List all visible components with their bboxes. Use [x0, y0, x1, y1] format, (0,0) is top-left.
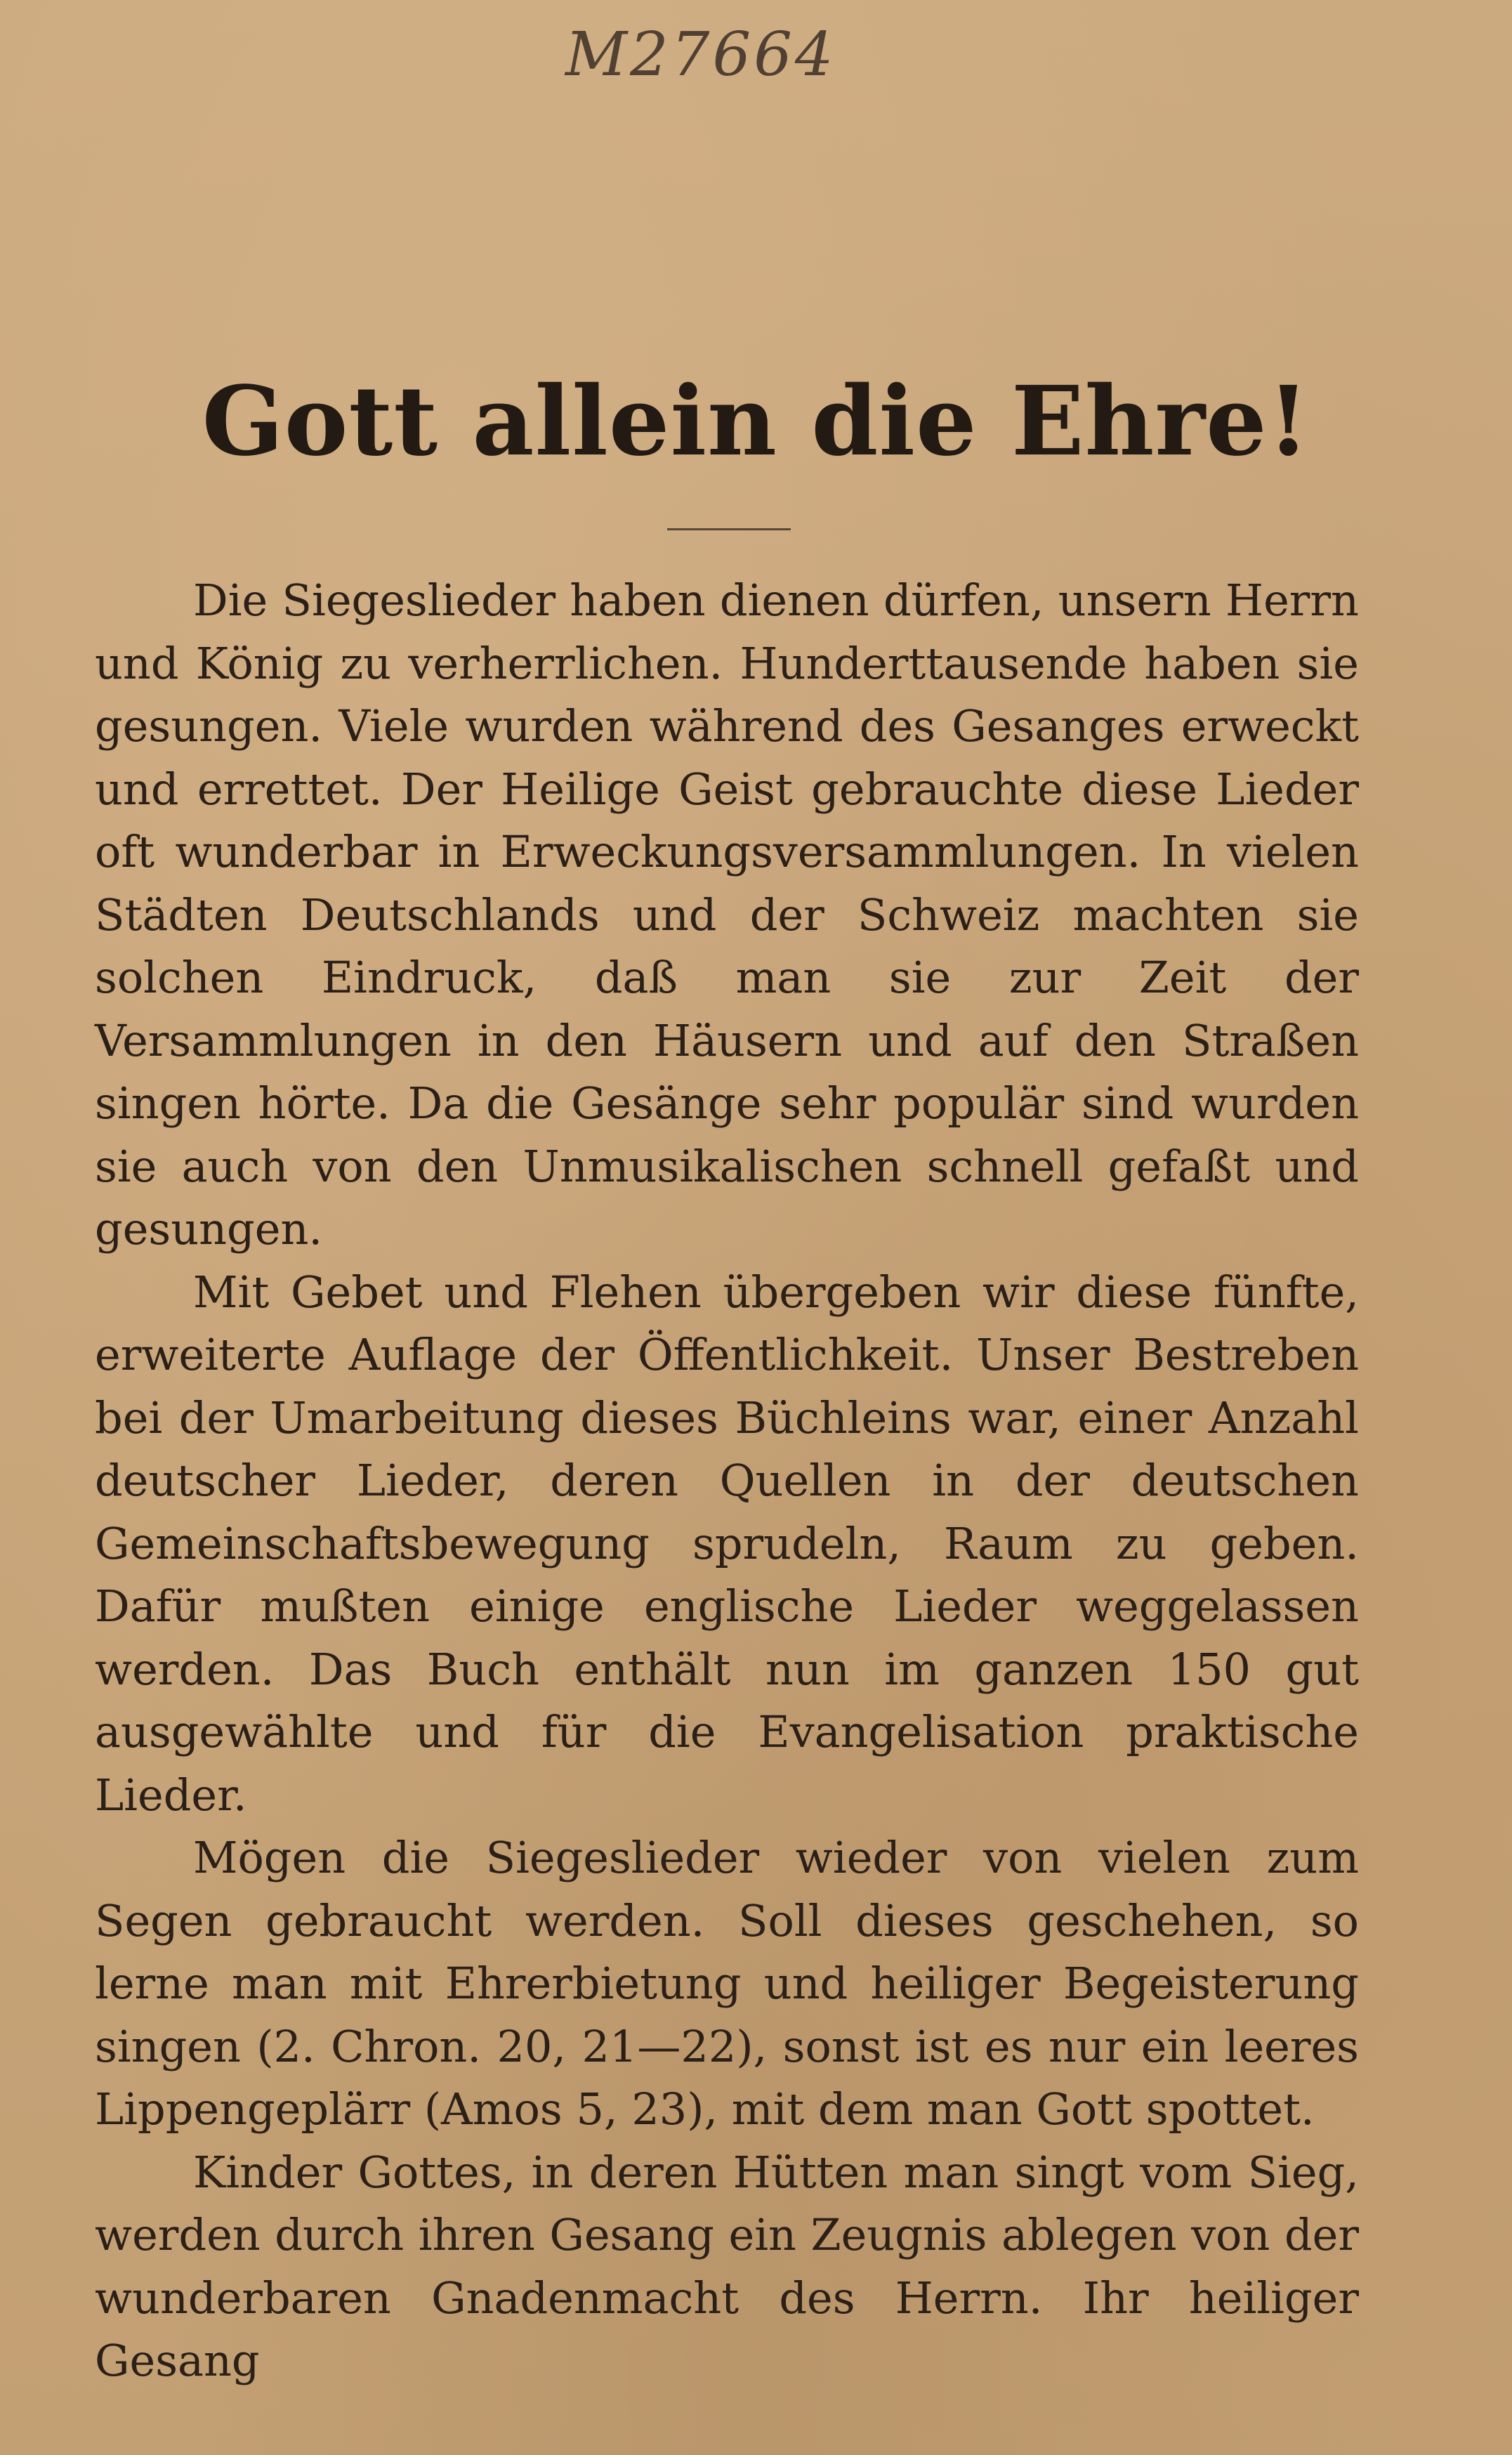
handwritten-catalog-number: M27664 — [565, 20, 836, 90]
paragraph: Mit Gebet und Flehen übergeben wir diese fünfte, erweiterte Auflage der Öffentlichkeit. Unser Bestreben bei der Umarbeitung dieses Büchleins war, einer Anzahl deutscher Lieder, deren Quellen in der deutschen Gemeinschaftsbewegung sprudeln, Raum zu geben. Dafür mußten einige englische Lieder weggelassen werden. Das Buch enthält nun im ganzen 150 gut ausgewählte und für die Evangelisation praktische Lieder. — [95, 1266, 1359, 1821]
preface-body — [95, 569, 1359, 2392]
page-title: Gott allein die Ehre! — [202, 365, 1310, 478]
paragraph: Die Siegeslieder haben dienen dürfen, unsern Herrn und König zu verherrlichen. Hunderttausende haben sie gesungen. Viele wurden während des Gesanges erweckt und errettet. Der Heilige Geist gebrauchte diese Lieder oft wunderbar in Erweckungsversammlungen. In vielen Städten Deutschlands und der Schweiz machten sie solchen Eindruck, daß man sie zur Zeit der Versammlungen in den Häusern und auf den Straßen singen hörte. Da die Gesänge sehr populär sind wurden sie auch von den Unmusikalischen schnell gefaßt und gesungen. — [95, 575, 1359, 1255]
paragraph: Kinder Gottes, in deren Hütten man singt vom Sieg, werden durch ihren Gesang ein Zeugnis ablegen von der wunderbaren Gnadenmacht des Herrn. Ihr heiliger Gesang — [95, 2146, 1359, 2386]
title-divider — [667, 528, 791, 530]
paragraph: Mögen die Siegeslieder wieder von vielen zum Segen gebraucht werden. Soll dieses geschehen, so lerne man mit Ehrerbietung und heiliger Begeisterung singen (2. Chron. 20, 21—22), sonst ist es nur ein leeres Lippengeplärr (Amos 5, 23), mit dem man Gott spottet. — [95, 1832, 1359, 2135]
